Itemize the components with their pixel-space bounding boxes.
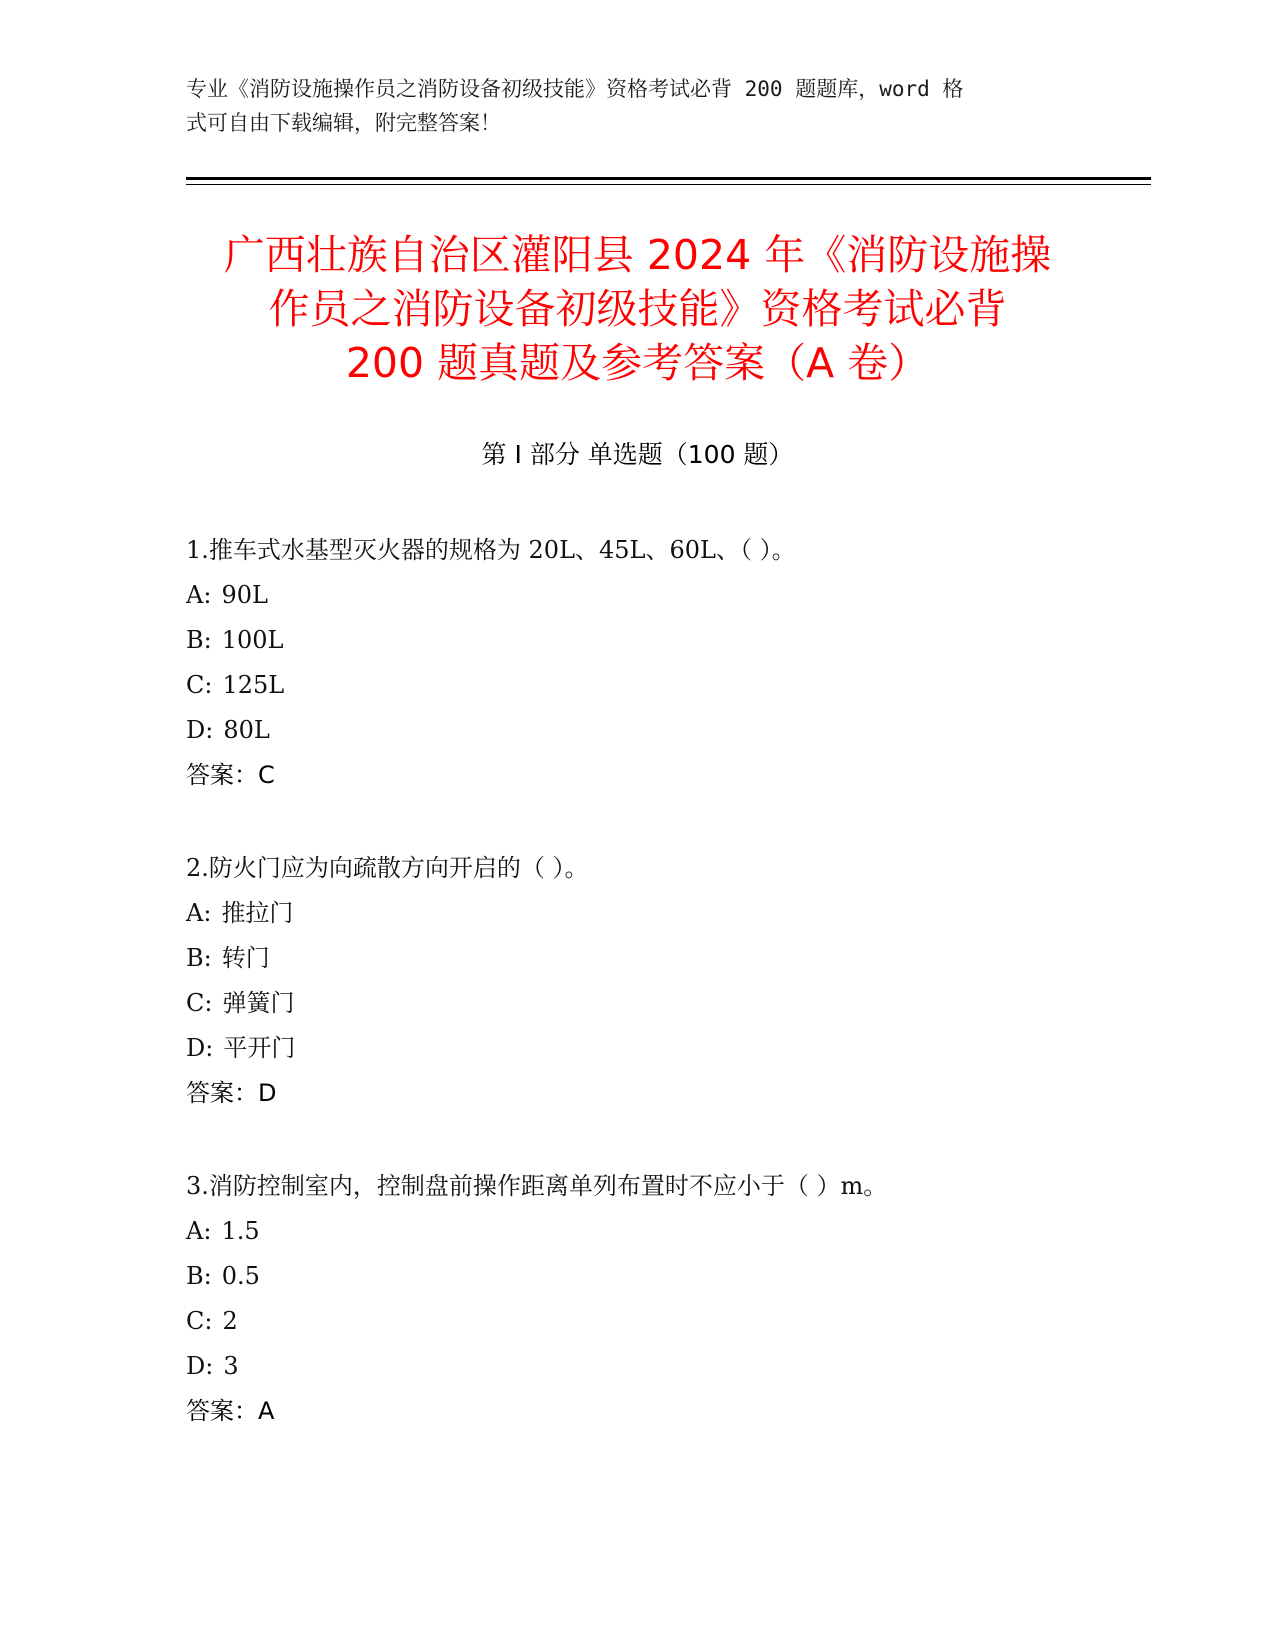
option-separator: : [205, 1352, 214, 1380]
header-rule-thick [186, 177, 1151, 180]
option-d [186, 708, 1146, 753]
question-2 [186, 846, 1146, 1116]
option-b [186, 1254, 1146, 1299]
option-separator: : [205, 1034, 214, 1062]
title-line-2: 作员之消防设备初级技能》资格考试必背 [268, 285, 1007, 333]
question-stem: 1.推车式水基型灭火器的规格为 20L、45L、60L、（ ）。 [186, 536, 796, 564]
question-stem: 2.防火门应为向疏散方向开启的（ ）。 [186, 854, 589, 882]
option-text: 弹簧门 [222, 989, 295, 1017]
option-separator: : [203, 1217, 212, 1245]
option-text: 0.5 [221, 1262, 260, 1290]
option-letter: A [186, 899, 204, 927]
title-line-3: 200 题真题及参考答案（A 卷） [345, 339, 930, 387]
option-text: 2 [222, 1307, 238, 1335]
option-text: 转门 [221, 944, 270, 972]
option-letter: B [186, 944, 204, 972]
question-answer: 答案：A [186, 1397, 275, 1425]
question-stem: 3.消防控制室内，控制盘前操作距离单列布置时不应小于（ ）m。 [186, 1172, 888, 1200]
question-answer: 答案：C [186, 761, 275, 789]
option-text: 3 [223, 1352, 239, 1380]
header-rule-thin [186, 184, 1151, 185]
option-separator: : [205, 716, 214, 744]
option-separator: : [203, 581, 212, 609]
title-line-1: 广西壮族自治区灌阳县 2024 年《消防设施操 [223, 231, 1052, 279]
option-letter: D [186, 1034, 206, 1062]
question-1 [186, 528, 1146, 798]
option-separator: : [204, 989, 213, 1017]
option-letter: B [186, 1262, 204, 1290]
question-answer: 答案：D [186, 1079, 277, 1107]
option-letter: C [186, 671, 205, 699]
option-separator: : [203, 626, 212, 654]
option-letter: D [186, 1352, 206, 1380]
option-c [186, 981, 1146, 1026]
header-note-line-1: 专业《消防设施操作员之消防设备初级技能》资格考试必背 200 题题库，word 格 [186, 77, 964, 101]
header-note [186, 72, 1066, 140]
option-b [186, 618, 1146, 663]
option-a [186, 891, 1146, 936]
option-letter: A [186, 1217, 204, 1245]
question-3 [186, 1164, 1146, 1434]
option-a [186, 1209, 1146, 1254]
option-d [186, 1344, 1146, 1389]
option-separator: : [204, 1307, 213, 1335]
option-text: 1.5 [221, 1217, 260, 1245]
option-letter: A [186, 581, 204, 609]
option-text: 90L [221, 581, 268, 609]
section-title: 第 I 部分 单选题（100 题） [481, 440, 794, 469]
option-text: 100L [221, 626, 284, 654]
option-letter: D [186, 716, 206, 744]
option-d [186, 1026, 1146, 1071]
question-list [186, 528, 1146, 1482]
option-separator: : [203, 899, 212, 927]
option-text: 125L [222, 671, 285, 699]
option-letter: C [186, 989, 205, 1017]
option-separator: : [203, 944, 212, 972]
option-c [186, 1299, 1146, 1344]
option-text: 80L [223, 716, 270, 744]
option-separator: : [204, 671, 213, 699]
option-letter: B [186, 626, 204, 654]
header-note-line-2: 式可自由下载编辑，附完整答案！ [186, 111, 501, 135]
option-a [186, 573, 1146, 618]
option-b [186, 936, 1146, 981]
option-text: 推拉门 [221, 899, 294, 927]
option-letter: C [186, 1307, 205, 1335]
option-c [186, 663, 1146, 708]
document-title [150, 228, 1125, 390]
option-text: 平开门 [223, 1034, 296, 1062]
option-separator: : [203, 1262, 212, 1290]
